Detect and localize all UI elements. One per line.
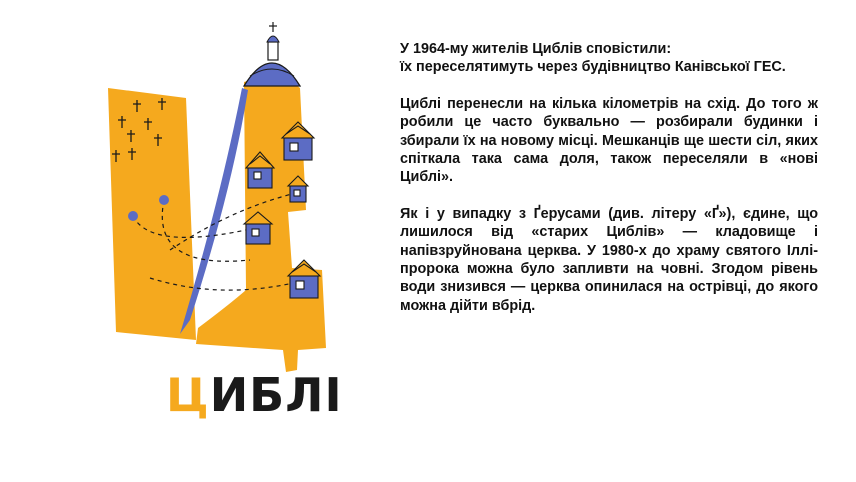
church-icon <box>244 22 300 86</box>
village-title-first-letter: Ц <box>166 368 210 422</box>
remains-paragraph: Як і у випадку з Ґерусами (див. літеру «Ґ»), єдине, що лишилося від «старих Циблів» — кладовище і напівзруйнована церква. У 1980-х до храму святого Іллі-пророка можна було запливти на човні. Згодом рівень води знизився — церква опинилася на острівці, до якого можна дійти вбрід. <box>400 205 818 314</box>
relocation-paragraph: Циблі перенесли на кілька кілометрів на схід. До того ж робили це часто буквально — розбирали будинки і збирали їх на новому місці. Мешканців ще шести сіл, яких спіткала така сама доля, також переселяли в «нові Циблі». <box>400 95 818 186</box>
intro-paragraph <box>400 40 818 77</box>
intro-line-2: їх переселятимуть через будівництво Канівської ГЕС. <box>400 59 786 76</box>
village-title <box>166 368 343 422</box>
intro-line-1: У 1964-му жителів Циблів сповістили: <box>400 41 672 57</box>
story-text <box>400 40 818 333</box>
letter-left-stroke <box>108 88 196 340</box>
village-title-rest: ИБЛІ <box>209 368 343 422</box>
house-icon <box>288 260 320 298</box>
